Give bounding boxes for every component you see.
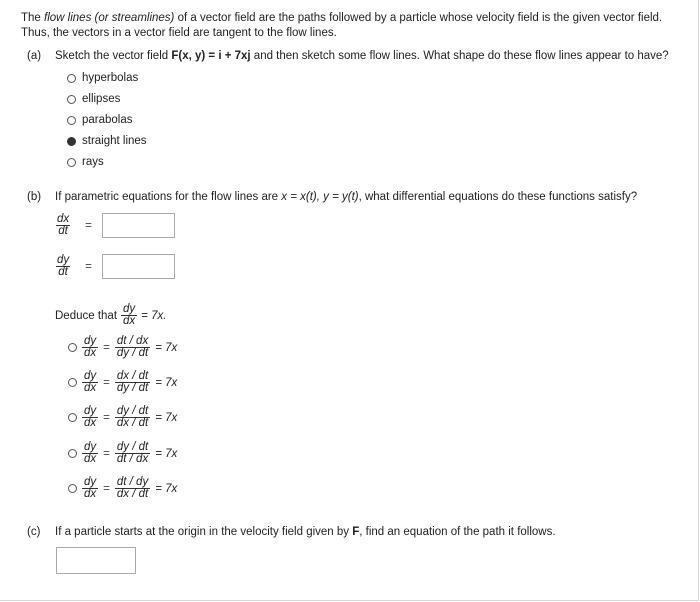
intro-line1-pre: The — [21, 12, 45, 24]
choice-2[interactable]: $\frac{dy}{dx}$ = $\frac{dx / dt}{dy / dt}$ = 7x — [68, 371, 177, 394]
part-b-question: If parametric equations for the flow lines are x = x(t), y = y(t), what differential equations do these functions satisfy? — [55, 191, 638, 203]
intro-line1-post: of a vector field are the paths followed by a particle whose velocity field is the given vector field. — [174, 12, 663, 24]
part-c-question: If a particle starts at the origin in the velocity field given by F, find an equation of the path it follows. — [55, 526, 556, 538]
path-equation-answer-box[interactable] — [56, 547, 136, 574]
part-b-label: (b) — [27, 191, 42, 203]
fraction: $\frac{dy}{dt}$ — [57, 254, 70, 278]
param-expression: x = x(t), y = y(t) — [281, 191, 359, 203]
part-a-question: Sketch the vector field F(x, y) = i + 7xj and then sketch some flow lines. What shape do these flow lines appear to have? — [55, 50, 669, 62]
intro-line1-italic: flow lines (or streamlines) — [44, 12, 175, 24]
dx-dt-answer-box[interactable] — [102, 213, 175, 238]
radio-button[interactable] — [67, 74, 76, 83]
radio-button[interactable] — [68, 378, 77, 387]
deduce-statement: Deduce that $\frac{dy}{dx}$ = 7x. — [55, 303, 167, 327]
option-ellipses[interactable]: ellipses — [67, 91, 120, 107]
radio-button[interactable] — [68, 484, 77, 493]
choice-3[interactable]: $\frac{dy}{dx}$ = $\frac{dy / dt}{dx / dt}$ = 7x — [68, 406, 177, 429]
radio-button[interactable] — [67, 116, 76, 125]
intro-text — [21, 11, 691, 41]
choice-4[interactable]: $\frac{dy}{dx}$ = $\frac{dy / dt}{dt / dx}$ = 7x — [68, 442, 177, 465]
intro-line2: Thus, the vectors in a vector field are tangent to the flow lines. — [21, 27, 337, 39]
radio-button[interactable] — [67, 95, 76, 104]
fraction: $\frac{dy}{dx}$ — [123, 303, 136, 327]
radio-button[interactable] — [68, 413, 77, 422]
option-hyperbolas[interactable]: hyperbolas — [67, 70, 138, 86]
dx-dt-equation: $\frac{dx}{dt}$ = — [55, 213, 175, 238]
dy-dt-equation: $\frac{dy}{dt}$ = — [55, 254, 175, 279]
fraction: $\frac{dx}{dt}$ — [57, 213, 70, 237]
radio-button-selected[interactable] — [67, 137, 76, 146]
field-expression: F(x, y) = i + 7xj — [171, 50, 251, 62]
dy-dt-answer-box[interactable] — [102, 254, 175, 279]
option-straight-lines[interactable]: straight lines — [67, 133, 147, 149]
option-parabolas[interactable]: parabolas — [67, 112, 133, 128]
radio-button[interactable] — [68, 449, 77, 458]
part-c-label: (c) — [27, 526, 41, 538]
choice-5[interactable]: $\frac{dy}{dx}$ = $\frac{dt / dy}{dx / dt}$ = 7x — [68, 477, 177, 500]
option-rays[interactable]: rays — [67, 154, 104, 170]
radio-button[interactable] — [67, 158, 76, 167]
part-a-label: (a) — [27, 50, 42, 62]
radio-button[interactable] — [68, 343, 77, 352]
choice-1[interactable]: $\frac{dy}{dx}$ = $\frac{dt / dx}{dy / dt}$ = 7x — [68, 336, 177, 359]
